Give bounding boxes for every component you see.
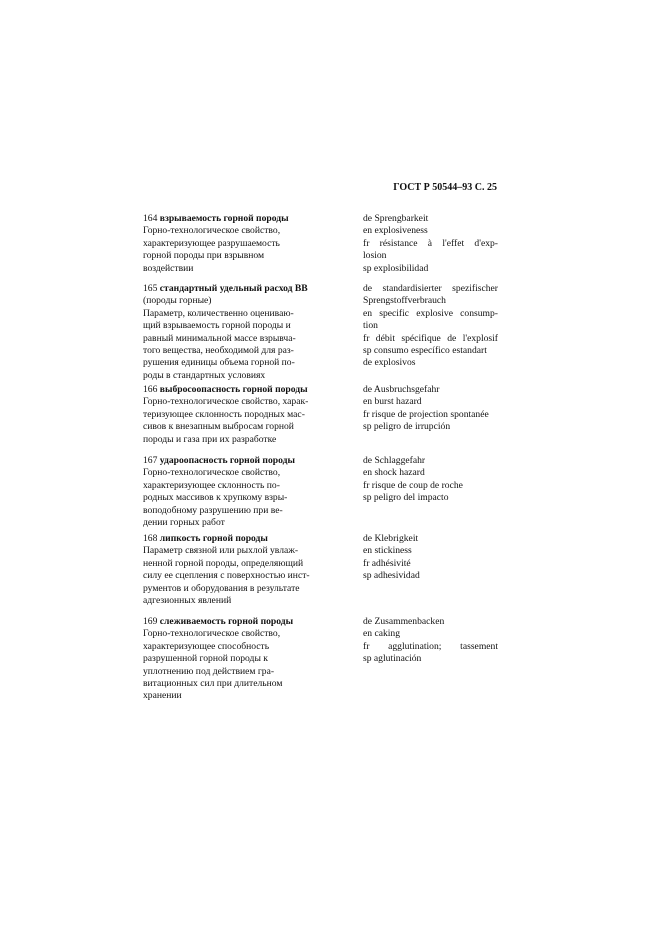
definition-line: того вещества, необходимой для раз- — [143, 344, 294, 356]
term-heading — [143, 455, 293, 467]
translation-line: sp peligro de irrupción — [363, 421, 451, 433]
translations-column — [363, 283, 498, 370]
term-number: 167 — [143, 455, 160, 466]
term-definition-column — [143, 616, 293, 703]
translation-line: fr risque de coup de roche — [363, 479, 463, 491]
definition-line: родных массивов к хрупкому взры- — [143, 492, 288, 504]
translation-line: sp peligro del impacto — [363, 492, 449, 504]
definition-line: витационных сил при длительном — [143, 677, 283, 689]
translation-line: en explosiveness — [363, 225, 428, 237]
definition-line: силу ее сцепления с поверхностью инст- — [143, 570, 310, 582]
translation-line: losion — [363, 250, 387, 262]
definition-line: Горно-технологическое свойство, — [143, 628, 281, 640]
term-name: стандартный удельный расход ВВ — [159, 283, 308, 294]
translation-line: de Klebrigkeit — [363, 533, 419, 544]
term-heading — [143, 283, 308, 295]
translation-line: sp adhesividad — [363, 570, 420, 582]
term-qualifier: (породы горные) — [143, 295, 212, 307]
translations-column — [363, 616, 498, 666]
term-definition-column — [143, 213, 293, 275]
term-number: 169 — [143, 616, 160, 627]
definition-line: разрушенной горной породы к — [143, 653, 268, 665]
definition-line: щий взрываемость горной породы и — [143, 320, 291, 332]
definition-line: хранении — [143, 690, 182, 702]
term-heading — [143, 533, 293, 545]
definition-line: породы и газа при их разработке — [143, 433, 277, 445]
definition-line: Горно-технологическое свойство, — [143, 467, 281, 479]
definition-line: адгезионных явлений — [143, 594, 232, 606]
definition-line: горной породы при взрывном — [143, 250, 265, 262]
definition-line: роды в стандартных условиях — [143, 369, 266, 381]
definition-line: равный минимальной массе взрывча- — [143, 332, 296, 344]
definition-line: Параметр, количественно оцениваю- — [143, 307, 294, 319]
translation-line: en specific explosive consump- — [363, 307, 498, 319]
definition-line: теризующее склонность породных мас- — [143, 408, 305, 420]
definition-line: рументов и оборудования в результате — [143, 582, 300, 594]
translation-line: fr agglutination; tassement — [363, 640, 498, 652]
translation-line: de standardisierter spezifischer — [363, 283, 498, 294]
translation-line: tion — [363, 320, 378, 332]
translation-line: fr risque de projection spontanée — [363, 408, 489, 420]
definition-line: характеризующее разрушаемость — [143, 237, 280, 249]
translation-line: fr adhésivité — [363, 557, 411, 569]
term-number: 164 — [143, 213, 160, 224]
definition-line: ненной горной породы, определяющий — [143, 557, 304, 569]
translation-line: fr débit spécifique de l'explosif — [363, 332, 498, 344]
definition-line: характеризующее склонность по- — [143, 479, 280, 491]
translations-column — [363, 533, 498, 583]
term-number: 166 — [143, 384, 160, 395]
translation-line: sp consumo específico estandart — [363, 344, 487, 356]
translation-line: sp aglutinación — [363, 653, 422, 665]
translation-line: de Zusammenbacken — [363, 616, 445, 627]
term-heading — [143, 213, 293, 225]
translation-line: en shock hazard — [363, 467, 425, 479]
definition-line: Параметр связной или рыхлой увлаж- — [143, 545, 299, 557]
term-name: липкость горной породы — [159, 533, 268, 544]
definition-line: уплотнению под действием гра- — [143, 665, 275, 677]
definition-line: воздействии — [143, 262, 194, 274]
term-heading — [143, 616, 293, 628]
translation-line: en burst hazard — [363, 396, 422, 408]
term-definition-column — [143, 533, 310, 607]
translation-line: fr résistance à l'effet d'exp- — [363, 237, 498, 249]
translations-column — [363, 384, 498, 434]
definition-line: рушения единицы объема горной по- — [143, 357, 295, 369]
term-definition-column — [143, 455, 293, 529]
translation-line: en caking — [363, 628, 401, 640]
translations-column — [363, 213, 498, 275]
term-name: удароопасность горной породы — [159, 455, 295, 466]
term-heading — [143, 384, 308, 396]
translation-line: sp explosibilidad — [363, 262, 429, 274]
translation-line: de explosivos — [363, 357, 416, 369]
translations-column — [363, 455, 498, 505]
term-definition-column — [143, 384, 309, 446]
term-number: 168 — [143, 533, 160, 544]
translation-line: en stickiness — [363, 545, 412, 557]
definition-line: воподобному разрушению при ве- — [143, 504, 283, 516]
term-number: 165 — [143, 283, 160, 294]
term-definition-column — [143, 283, 308, 382]
definition-line: Горно-технологическое свойство, — [143, 225, 281, 237]
definition-line: дении горных работ — [143, 516, 225, 528]
term-name: слеживаемость горной породы — [159, 616, 294, 627]
translation-line: Sprengstoffverbrauch — [363, 295, 446, 307]
definition-line: характеризующее способность — [143, 640, 270, 652]
translation-line: de Ausbruchsgefahr — [363, 384, 440, 395]
term-name: выбросоопасность горной породы — [159, 384, 308, 395]
translation-line: de Schlaggefahr — [363, 455, 426, 466]
translation-line: de Sprengbarkeit — [363, 213, 429, 224]
definition-line: сивов к внезапным выбросам горной — [143, 421, 294, 433]
definition-line: Горно-технологическое свойство, харак- — [143, 396, 309, 408]
term-name: взрываемость горной породы — [159, 213, 289, 224]
page-header: ГОСТ Р 50544–93 С. 25 — [393, 182, 497, 193]
